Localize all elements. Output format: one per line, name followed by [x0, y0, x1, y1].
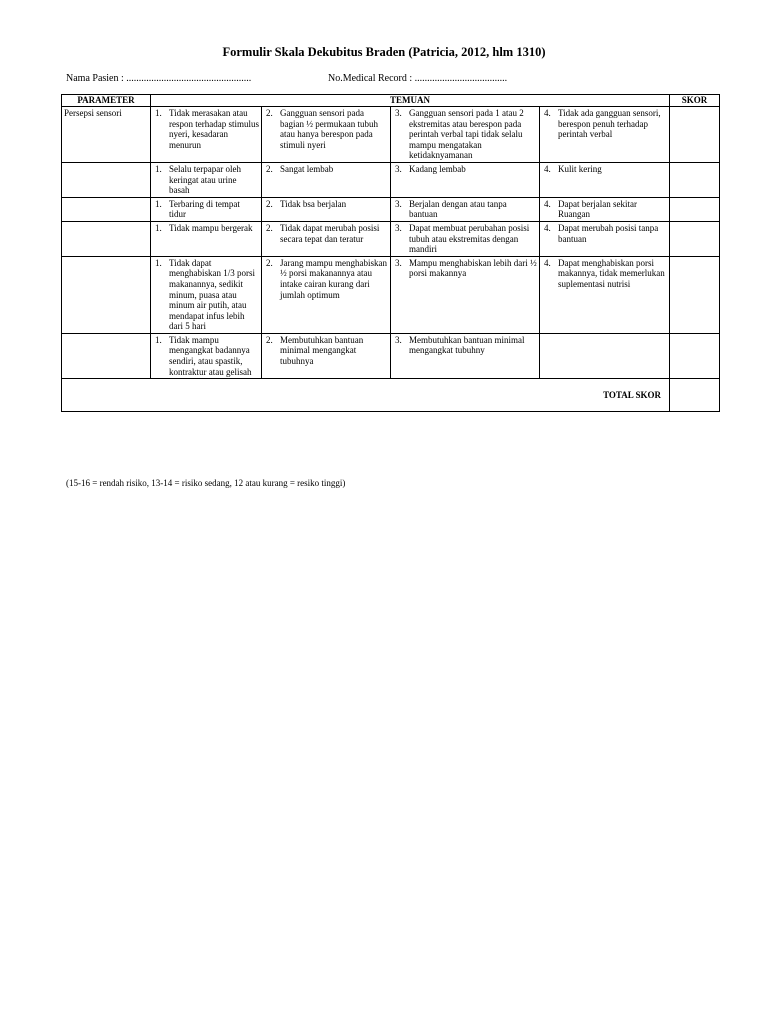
finding-option — [542, 108, 667, 140]
option-text: Gangguan sensori pada 1 atau 2 ekstremitas atau berespon pada perintah verbal tapi tidak selalu mampu mengatakan ketidaknyamanan — [409, 108, 524, 161]
option-number: 2. — [266, 222, 273, 233]
option-number: 1. — [155, 222, 162, 233]
option-text: Kadang lembab — [409, 163, 466, 174]
option-number: 3. — [395, 257, 402, 268]
parameter-cell: Persepsi sensori — [62, 107, 151, 163]
header-skor: SKOR — [670, 95, 720, 107]
table-row — [62, 221, 720, 256]
braden-scale-table — [61, 94, 720, 412]
option-number: 4. — [544, 163, 551, 174]
finding-option — [542, 223, 667, 244]
finding-option — [393, 108, 537, 161]
parameter-cell — [62, 197, 151, 221]
option-text: Membutuhkan bantuan minimal mengangkat tubuhny — [409, 334, 525, 356]
option-number: 3. — [395, 334, 402, 345]
finding-option-cell — [391, 107, 540, 163]
finding-option-cell — [262, 162, 391, 197]
option-number: 3. — [395, 198, 402, 209]
medical-record-field[interactable]: No.Medical Record : ..................................... — [328, 73, 508, 84]
finding-option-cell — [540, 221, 670, 256]
option-text: Dapat berjalan sekitar Ruangan — [558, 198, 637, 220]
finding-option — [264, 108, 388, 150]
option-text: Jarang mampu menghabiskan ½ porsi makanannya atau intake cairan kurang dari jumlah optimum — [280, 257, 387, 300]
option-number: 2. — [266, 108, 273, 118]
option-number: 1. — [155, 334, 162, 345]
parameter-cell — [62, 333, 151, 378]
option-text: Membutuhkan bantuan minimal mengangkat tubuhnya — [280, 334, 364, 367]
table-row — [62, 197, 720, 221]
finding-option — [542, 199, 667, 220]
table-row — [62, 162, 720, 197]
finding-option — [153, 223, 259, 234]
finding-option-cell — [262, 256, 391, 333]
option-number: 4. — [544, 198, 551, 209]
option-number: 4. — [544, 108, 551, 118]
finding-option-cell — [391, 333, 540, 378]
score-cell[interactable] — [670, 221, 720, 256]
option-number: 3. — [395, 163, 402, 174]
finding-option — [393, 258, 537, 279]
score-cell[interactable] — [670, 256, 720, 333]
option-number: 2. — [266, 163, 273, 174]
option-number: 2. — [266, 257, 273, 268]
option-text: Tidak dapat menghabiskan 1/3 porsi makanannya, sedikit minum, puasa atau minum air putih, atau mendapat infus lebih dari 5 hari — [169, 257, 255, 332]
finding-option-cell — [391, 221, 540, 256]
option-number: 3. — [395, 222, 402, 233]
option-text: Terbaring di tempat tidur — [169, 198, 240, 220]
finding-option-cell — [262, 333, 391, 378]
finding-option — [393, 199, 537, 220]
header-temuan: TEMUAN — [151, 95, 670, 107]
score-cell[interactable] — [670, 197, 720, 221]
total-skor-value[interactable] — [670, 379, 720, 412]
finding-option — [393, 335, 537, 356]
score-cell[interactable] — [670, 107, 720, 163]
option-text: Kulit kering — [558, 163, 602, 174]
finding-option-cell — [540, 256, 670, 333]
option-text: Berjalan dengan atau tanpa bantuan — [409, 198, 507, 220]
finding-option — [264, 223, 388, 244]
option-number: 2. — [266, 198, 273, 209]
table-row — [62, 256, 720, 333]
finding-option-cell — [262, 221, 391, 256]
option-text: Mampu menghabiskan lebih dari ½ porsi makannya — [409, 257, 537, 279]
finding-option-cell — [540, 162, 670, 197]
finding-option-cell — [391, 197, 540, 221]
parameter-cell — [62, 256, 151, 333]
finding-option-cell — [391, 256, 540, 333]
option-text: Tidak bsa berjalan — [280, 198, 347, 209]
option-text: Tidak mampu bergerak — [169, 222, 253, 233]
finding-option — [153, 199, 259, 220]
table-row — [62, 333, 720, 378]
option-number: 1. — [155, 257, 162, 268]
finding-option-cell — [540, 197, 670, 221]
finding-option — [393, 223, 537, 255]
finding-option — [264, 258, 388, 300]
form-title: Formulir Skala Dekubitus Braden (Patricia, 2012, hlm 1310) — [222, 45, 546, 59]
parameter-cell — [62, 221, 151, 256]
option-number: 1. — [155, 108, 162, 118]
option-text: Selalu terpapar oleh keringat atau urine basah — [169, 163, 241, 196]
score-legend: (15-16 = rendah risiko, 13-14 = risiko sedang, 12 atau kurang = resiko tinggi) — [66, 478, 346, 488]
finding-option — [264, 164, 388, 175]
finding-option — [153, 108, 259, 150]
finding-option-cell — [151, 333, 262, 378]
option-number: 1. — [155, 198, 162, 209]
option-text: Dapat membuat perubahan posisi tubuh atau ekstremitas dengan mandiri — [409, 222, 530, 255]
finding-option-cell — [540, 333, 670, 378]
option-number: 4. — [544, 257, 551, 268]
finding-option — [264, 335, 388, 367]
option-text: Tidak dapat merubah posisi secara tepat dan teratur — [280, 222, 380, 244]
option-text: Gangguan sensori pada bagian ½ permukaan tubuh atau hanya berespon pada stimuli nyeri — [280, 108, 378, 150]
score-cell[interactable] — [670, 333, 720, 378]
option-text: Tidak mampu mengangkat badannya sendiri, atau spastik, kontraktur atau gelisah — [169, 334, 252, 377]
header-parameter: PARAMETER — [62, 95, 151, 107]
finding-option — [542, 258, 667, 290]
option-number: 1. — [155, 163, 162, 174]
total-skor-label: TOTAL SKOR — [62, 379, 670, 412]
finding-option — [153, 164, 259, 196]
option-number: 2. — [266, 334, 273, 345]
finding-option-cell — [151, 256, 262, 333]
finding-option — [393, 164, 537, 175]
option-number: 4. — [544, 222, 551, 233]
table-row — [62, 107, 720, 163]
total-row — [62, 379, 720, 412]
finding-option — [542, 164, 667, 175]
finding-option-cell — [151, 221, 262, 256]
patient-name-field[interactable]: Nama Pasien : .................................................. — [66, 73, 252, 84]
finding-option — [264, 199, 388, 210]
finding-option-cell — [262, 197, 391, 221]
option-text: Tidak ada gangguan sensori, berespon penuh terhadap perintah verbal — [558, 108, 661, 140]
option-text: Sangat lembab — [280, 163, 334, 174]
parameter-cell — [62, 162, 151, 197]
table-header-row — [62, 95, 720, 107]
finding-option-cell — [391, 162, 540, 197]
finding-option-cell — [151, 197, 262, 221]
finding-option-cell — [151, 162, 262, 197]
option-text: Dapat menghabiskan porsi makannya, tidak memerlukan suplementasi nutrisi — [558, 257, 665, 289]
finding-option-cell — [540, 107, 670, 163]
score-cell[interactable] — [670, 162, 720, 197]
finding-option — [153, 335, 259, 377]
finding-option-cell — [151, 107, 262, 163]
option-number: 3. — [395, 108, 402, 118]
option-text: Tidak merasakan atau respon terhadap stimulus nyeri, kesadaran menurun — [169, 108, 259, 150]
finding-option-cell — [262, 107, 391, 163]
option-text: Dapat merubah posisi tanpa bantuan — [558, 222, 659, 244]
finding-option — [153, 258, 259, 332]
